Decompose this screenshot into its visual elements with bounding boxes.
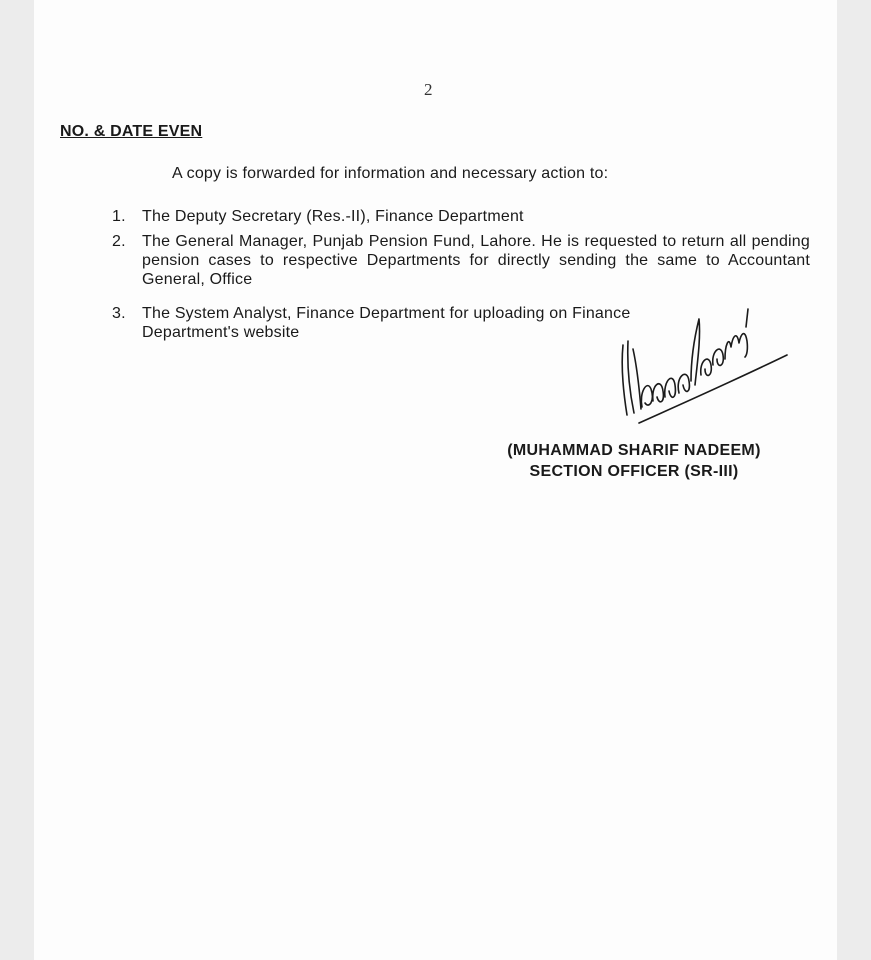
- handwritten-signature: [609, 305, 789, 430]
- item-text: The System Analyst, Finance Department for uploading on Finance Department's website: [142, 305, 631, 341]
- item-text: The General Manager, Punjab Pension Fund, Lahore. He is requested to return all pending pension cases to respective Departments for directly sending the same to Accountant General, Office: [142, 233, 810, 288]
- signatory-name: (MUHAMMAD SHARIF NADEEM): [507, 442, 761, 459]
- intro-text: A copy is forwarded for information and necessary action to:: [172, 165, 609, 182]
- page-number: 2: [424, 80, 433, 99]
- reference-line: NO. & DATE EVEN: [60, 123, 203, 140]
- item-text: The Deputy Secretary (Res.-II), Finance Department: [142, 208, 524, 225]
- item-number: 1.: [112, 208, 126, 225]
- list-item: [110, 207, 810, 226]
- item-number: 2.: [112, 233, 126, 250]
- list-item: [110, 232, 810, 289]
- signatory-block: [474, 440, 794, 482]
- signatory-designation: SECTION OFFICER (SR-III): [529, 463, 739, 480]
- document-page: [34, 0, 837, 960]
- item-number: 3.: [112, 305, 126, 322]
